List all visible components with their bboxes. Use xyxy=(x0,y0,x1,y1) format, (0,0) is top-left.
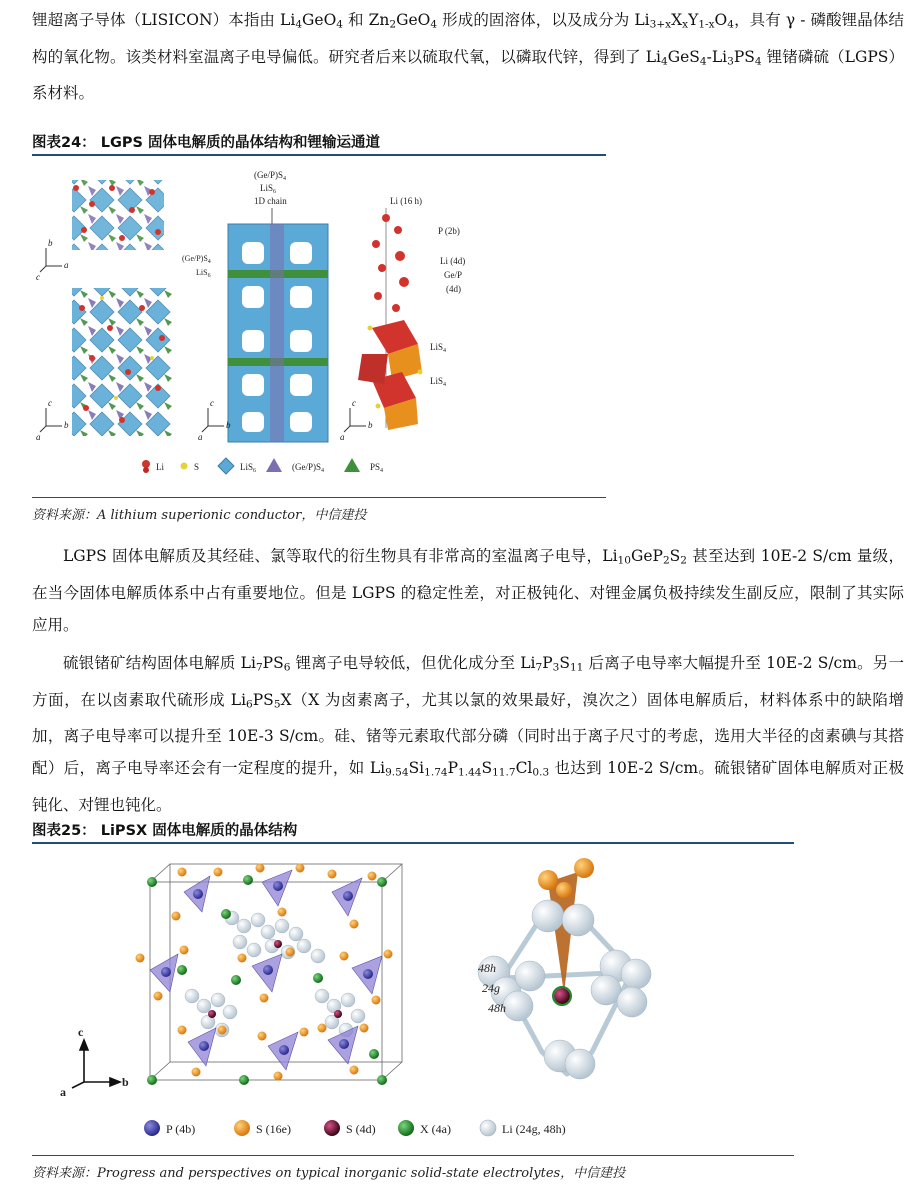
label-p-2b: P (2b) xyxy=(438,226,460,236)
svg-text:X (4a): X (4a) xyxy=(420,1122,451,1136)
svg-text:b: b xyxy=(122,1075,129,1089)
panel-a-tall-structure xyxy=(72,288,172,436)
label-geps4: $(Ge/P)S_4$ xyxy=(254,170,286,182)
label-lis4-a: LiS$_4$ xyxy=(430,342,447,354)
figure-25-bottom-rule xyxy=(32,1155,794,1156)
svg-text:b: b xyxy=(368,420,373,430)
svg-text:a: a xyxy=(60,1085,66,1099)
svg-text:c: c xyxy=(48,398,52,408)
label-1d-chain: 1D chain xyxy=(254,196,287,206)
svg-text:c: c xyxy=(210,398,214,408)
figure-24-source: 资料来源：A lithium superionic conductor，中信建投 xyxy=(32,508,367,523)
figure-25-source: 资料来源：Progress and perspectives on typical inorganic solid-state electrolytes，中信建投 xyxy=(32,1166,626,1181)
svg-text:PS4: $PS_4$ xyxy=(370,462,384,474)
label-lis4-b: LiS$_4$ xyxy=(430,376,447,388)
label-li-4d: Li (4d) xyxy=(440,256,466,266)
svg-text:c: c xyxy=(78,1025,84,1039)
svg-text:c: c xyxy=(36,272,40,282)
svg-text:LiS6: LiS$_6$ xyxy=(240,462,257,474)
figure-25-crystal-structure xyxy=(32,846,794,1154)
label-48h-b: 48h xyxy=(488,1001,506,1015)
panel-a-axis-1 xyxy=(40,248,62,272)
intro-paragraph: 锂超离子导体（LISICON）本指由 $Li_4GeO_4$ 和 $Zn_2GeO_4$ 形成的固溶体，以及成分为 $Li_{3+x}X_xY_{1-x}O_4$，具有 γ - 磷酸锂晶体结构的氧化物。该类材料室温离子电导偏低。研究者后来以硫取代氧，以磷取代锌，得到了 $Li_4GeS_4-Li_3PS_4$ 锂锗磷硫（LGPS）系材料。 xyxy=(32,11,904,103)
label-geps4-side: $(Ge/P)S_4$ xyxy=(182,254,211,265)
label-48h-a: 48h xyxy=(478,961,496,975)
svg-text:b: b xyxy=(226,420,231,430)
figure-25-title: 图表25： LiPSX 固体电解质的晶体结构 xyxy=(32,823,298,839)
svg-text:Li: Li xyxy=(156,462,164,472)
axis-label: b xyxy=(48,238,53,248)
svg-text:c: c xyxy=(352,398,356,408)
svg-text:a: a xyxy=(36,432,41,442)
figure-25-axis xyxy=(72,1040,120,1088)
svg-text:b: b xyxy=(64,420,69,430)
svg-text:a: a xyxy=(64,260,69,270)
label-lis6: LiS$_6$ xyxy=(260,183,277,195)
right-li-cage xyxy=(478,858,651,1079)
figure-24-legend xyxy=(142,458,383,474)
figure-24-top-rule xyxy=(32,154,606,156)
label-24g: 24g xyxy=(482,981,500,995)
svg-text:Li (24g, 48h): Li (24g, 48h) xyxy=(502,1122,566,1136)
figure-24-crystal-structure xyxy=(32,158,606,498)
label-lis6-side: LiS$_6$ xyxy=(196,268,211,279)
svg-text:P (4b): P (4b) xyxy=(166,1122,196,1136)
svg-text:a: a xyxy=(340,432,345,442)
argyrodite-paragraph: 硫银锗矿结构固体电解质 $Li_7PS_6$ 锂离子电导较低，但优化成分至 $Li_7P_3S_{11}$ 后离子电导率大幅提升至 10E-2 S/cm。另一方面，在以卤素取代硫形成 $Li_6PS_5X(X$ 为卤素离子，尤其以氯的效果最好，溴次之）固体电解质后，材料体系中的缺陷增加，离子电导率可以提升至 10E-3 S/cm。硅、锗等元素取代部分磷（同时出于离子尺寸的考虑，选用大半径的卤素碘与其搭配）后，离子电导率还会有一定程度的提升，如 $Li_{9.54}Si_{1.74}P_{1.44}S_{11.7}Cl_{0.3}$ 也达到 10E-2 S/cm。硫银锗矿固体电解质对正极钝化、对锂也钝化。 xyxy=(32,654,904,814)
lgps-paragraph: LGPS 固体电解质及其经硅、氯等取代的衍生物具有非常高的室温离子电导，$Li_{10}GeP_2S_2$ 甚至达到 10E-2 S/cm 量级，在当今固体电解质体系中占有重要地位。但是 LGPS 的稳定性差，对正极钝化、对锂金属负极持续发生副反应，限制了其实际应用。 xyxy=(32,547,904,634)
panel-b-chain-structure xyxy=(228,224,328,442)
svg-text:a: a xyxy=(198,432,203,442)
figure-24-title: 图表24： LGPS 固体电解质的晶体结构和锂输运通道 xyxy=(32,135,380,151)
left-unit-cell xyxy=(136,864,403,1086)
figure-24-bottom-rule xyxy=(32,497,606,498)
panel-a-top-structure xyxy=(72,180,164,250)
label-li-16h: Li (16 h) xyxy=(390,196,422,206)
figure-25-top-rule xyxy=(32,842,794,844)
label-ge-p: Ge/P xyxy=(444,270,462,280)
svg-text:S (16e): S (16e) xyxy=(256,1122,291,1136)
svg-text:S (4d): S (4d) xyxy=(346,1122,376,1136)
svg-text:(Ge/P)S4: $(Ge/P)S_4$ xyxy=(292,462,324,474)
figure-25-legend xyxy=(144,1120,566,1136)
label-4d: (4d) xyxy=(446,284,461,294)
svg-text:S: S xyxy=(194,462,200,472)
panel-c-channel-structure xyxy=(358,208,423,430)
